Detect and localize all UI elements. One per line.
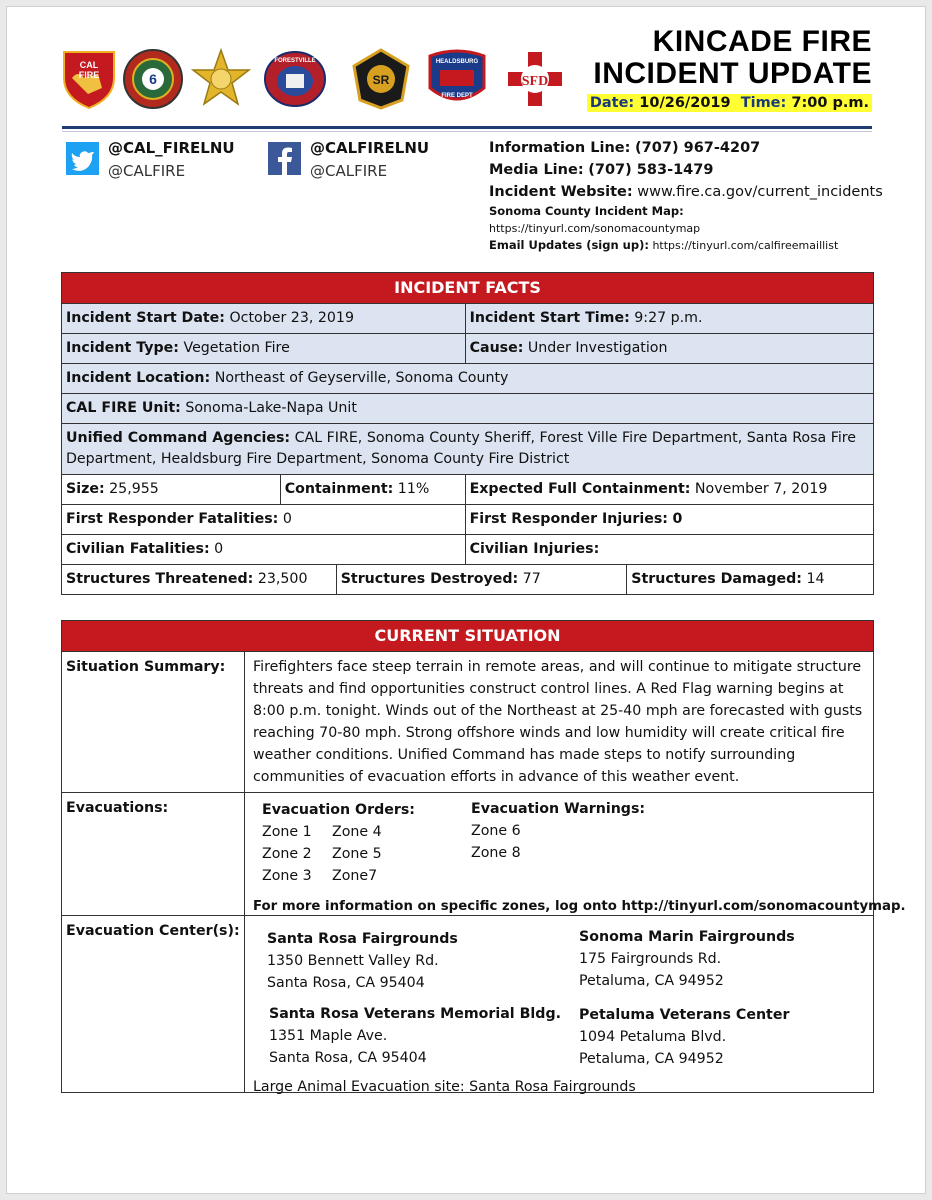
order-zone-7: Zone7 xyxy=(332,868,378,884)
date-label: Date: xyxy=(589,95,635,111)
agency-badges xyxy=(58,48,568,118)
svg-text:SFD: SFD xyxy=(521,74,549,89)
evacuation-centers-label: Evacuation Center(s): xyxy=(62,916,245,1093)
svg-text:FORESTVILLE: FORESTVILLE xyxy=(274,58,316,64)
svg-text:HEALDSBURG: HEALDSBURG xyxy=(435,59,479,65)
start-date-cell: Incident Start Date: October 23, 2019 xyxy=(62,304,466,334)
center-4-addr1: 1094 Petaluma Blvd. xyxy=(579,1029,727,1045)
center-3-addr1: 1351 Maple Ave. xyxy=(269,1028,388,1044)
website-label: Incident Website: xyxy=(489,184,633,200)
email-label: Email Updates (sign up): xyxy=(489,238,649,252)
svg-text:6: 6 xyxy=(149,71,157,87)
order-zone-4: Zone 4 xyxy=(332,824,382,840)
svg-text:CAL: CAL xyxy=(79,60,99,70)
svg-text:SR: SR xyxy=(372,73,390,87)
more-info-text: For more information on specific zones, log onto http://tinyurl.com/sonomacountymap. xyxy=(253,899,906,914)
order-zone-1: Zone 1 xyxy=(262,824,312,840)
info-line-value: (707) 967-4207 xyxy=(635,140,761,156)
expected-containment-cell: Expected Full Containment: November 7, 2019 xyxy=(465,475,873,505)
size-cell: Size: 25,955 xyxy=(62,475,281,505)
title-line-1: KINCADE FIRE xyxy=(652,25,872,58)
svg-text:FIRE: FIRE xyxy=(78,70,100,80)
evacuation-orders-label: Evacuation Orders: xyxy=(262,802,415,818)
header-rule xyxy=(62,126,872,129)
situation-summary-label: Situation Summary: xyxy=(62,652,245,793)
forestville-logo xyxy=(264,48,326,110)
order-zone-5: Zone 5 xyxy=(332,846,382,862)
warning-zone-6: Zone 6 xyxy=(471,823,521,839)
order-zone-2: Zone 2 xyxy=(262,846,312,862)
email-link[interactable]: https://tinyurl.com/calfireemaillist xyxy=(652,239,839,252)
title-block xyxy=(587,26,872,112)
center-2-addr1: 175 Fairgrounds Rd. xyxy=(579,951,722,967)
structures-threatened-cell: Structures Threatened: 23,500 xyxy=(62,565,337,595)
cal-fire-unit-cell: CAL FIRE Unit: Sonoma-Lake-Napa Unit xyxy=(62,394,874,424)
center-2-addr2: Petaluma, CA 94952 xyxy=(579,973,724,989)
evacuation-centers-cell xyxy=(245,916,874,1093)
media-line-value: (707) 583-1479 xyxy=(588,162,714,178)
team-6-logo xyxy=(122,48,184,110)
date-time-line xyxy=(587,94,872,112)
date-value: 10/26/2019 xyxy=(639,95,731,111)
large-animal-site: Large Animal Evacuation site: Santa Rosa Fairgrounds xyxy=(253,1079,636,1095)
fr-injuries-cell: First Responder Injuries: 0 xyxy=(465,505,873,535)
unified-command-cell: Unified Command Agencies: CAL FIRE, Sonoma County Sheriff, Forest Ville Fire Department, Santa Rosa Fire Department, Healdsburg Fire Department, Sonoma County Fire District xyxy=(62,424,874,475)
svg-text:FIRE DEPT: FIRE DEPT xyxy=(441,93,473,99)
structures-destroyed-cell: Structures Destroyed: 77 xyxy=(336,565,627,595)
sfd-logo xyxy=(504,48,566,110)
structures-damaged-cell: Structures Damaged: 14 xyxy=(627,565,874,595)
current-situation-table xyxy=(61,620,906,1095)
civ-fatalities-cell: Civilian Fatalities: 0 xyxy=(62,535,466,565)
header-rule-thin xyxy=(62,131,872,132)
sheriff-star-logo xyxy=(190,48,252,110)
center-3-name: Santa Rosa Veterans Memorial Bldg. xyxy=(269,1006,561,1022)
warning-zone-8: Zone 8 xyxy=(471,845,521,861)
facebook-sub-handle[interactable]: @CALFIRE xyxy=(310,162,388,180)
map-link[interactable]: https://tinyurl.com/sonomacountymap xyxy=(489,222,701,235)
time-value: 7:00 p.m. xyxy=(791,95,869,111)
current-situation-header: CURRENT SITUATION xyxy=(62,621,874,652)
incident-type-cell: Incident Type: Vegetation Fire xyxy=(62,334,466,364)
evacuation-warnings-label: Evacuation Warnings: xyxy=(471,801,646,817)
situation-summary-text: Firefighters face steep terrain in remote areas, and will continue to mitigate structure threats and find opportunities construct control lines. A Red Flag warning begins at 8:00 p.m. tonight. Winds out of the Northeast at 25-40 mph are forecasted with gusts reaching 70-80 mph. Strong offshore winds and low humidity will create critical fire weather conditions. Unified Command has made steps to notify surrounding communities of evacuation efforts in advance of this weather event. xyxy=(245,652,874,793)
containment-cell: Containment: 11% xyxy=(280,475,465,505)
twitter-sub-handle[interactable]: @CALFIRE xyxy=(108,162,186,180)
contact-info xyxy=(489,137,883,254)
evacuations-label: Evacuations: xyxy=(62,793,245,916)
twitter-handle[interactable]: @CAL_FIRELNU xyxy=(108,139,235,157)
start-time-cell: Incident Start Time: 9:27 p.m. xyxy=(465,304,873,334)
center-1-addr1: 1350 Bennett Valley Rd. xyxy=(267,953,439,969)
civ-injuries-cell: Civilian Injuries: xyxy=(465,535,873,565)
center-3-addr2: Santa Rosa, CA 95404 xyxy=(269,1050,427,1066)
center-1-name: Santa Rosa Fairgrounds xyxy=(267,931,458,947)
facebook-icon[interactable] xyxy=(268,142,301,175)
title-line-2: INCIDENT UPDATE xyxy=(593,57,872,90)
center-4-name: Petaluma Veterans Center xyxy=(579,1007,790,1023)
healdsburg-fire-logo xyxy=(426,48,488,110)
center-4-addr2: Petaluma, CA 94952 xyxy=(579,1051,724,1067)
website-link[interactable]: www.fire.ca.gov/current_incidents xyxy=(637,184,883,200)
info-line-label: Information Line: xyxy=(489,140,631,156)
incident-facts-header: INCIDENT FACTS xyxy=(62,273,874,304)
time-label: Time: xyxy=(740,95,787,111)
incident-facts-table xyxy=(61,272,874,595)
fr-fatalities-cell: First Responder Fatalities: 0 xyxy=(62,505,466,535)
media-line-label: Media Line: xyxy=(489,162,584,178)
evacuations-cell xyxy=(245,793,906,916)
facebook-handle[interactable]: @CALFIRELNU xyxy=(310,139,430,157)
cause-cell: Cause: Under Investigation xyxy=(465,334,873,364)
center-2-name: Sonoma Marin Fairgrounds xyxy=(579,929,795,945)
twitter-icon[interactable] xyxy=(66,142,99,175)
order-zone-3: Zone 3 xyxy=(262,868,312,884)
incident-location-cell: Incident Location: Northeast of Geyserville, Sonoma County xyxy=(62,364,874,394)
map-label: Sonoma County Incident Map: xyxy=(489,204,684,218)
santa-rosa-fire-logo xyxy=(350,48,412,110)
center-1-addr2: Santa Rosa, CA 95404 xyxy=(267,975,425,991)
cal-fire-logo xyxy=(58,48,120,110)
